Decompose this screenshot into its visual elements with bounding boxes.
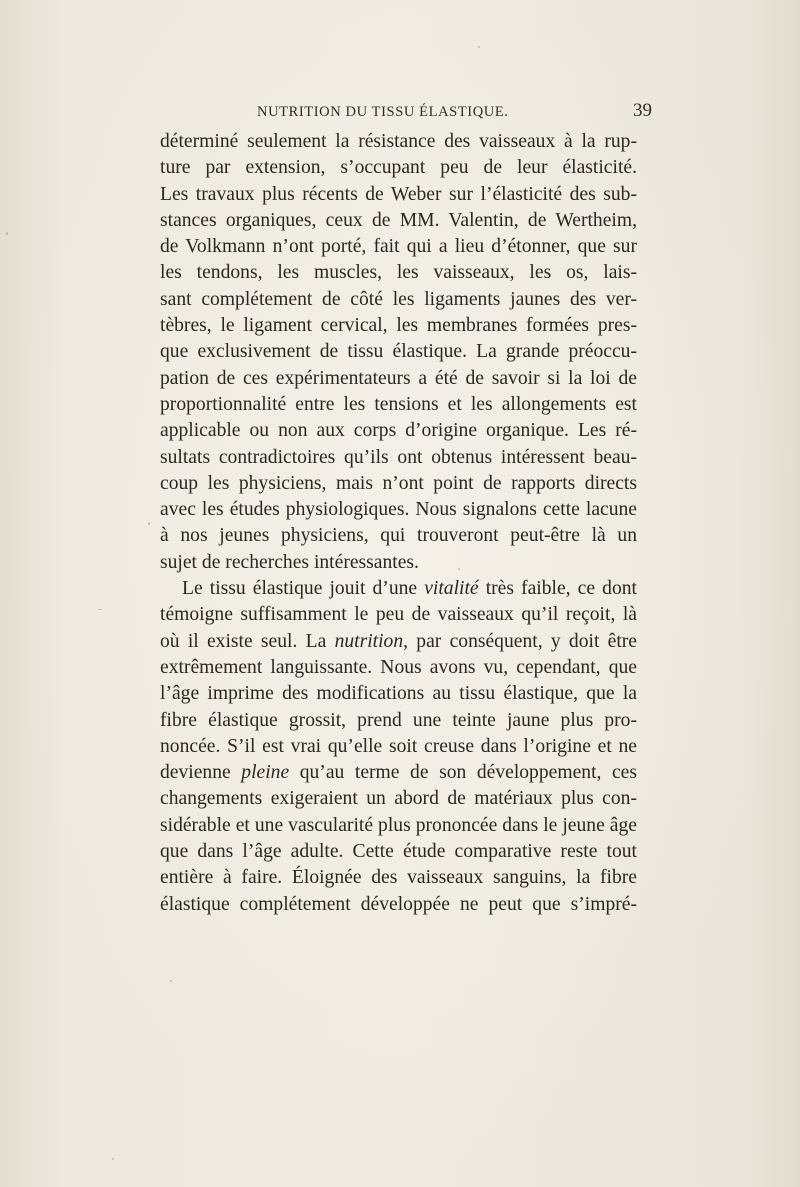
text-line: les tendons, les muscles, les vaisseaux, les os, lais- [160,262,637,284]
text-run: Le tissu élastique jouit d’une [182,578,425,600]
text-line: coup les physiciens, mais n’ont point de rapports directs [160,472,637,494]
text-run: où il existe seul. La [160,630,335,652]
paper-speck [458,568,460,570]
body-text [160,129,637,918]
text-line: sultats contradictoires qu’ils ont obtenus intéressent beau- [160,446,637,468]
text-line [160,760,637,786]
italic-term: vitalité [424,578,479,600]
text-line: fibre élastique grossit, prend une teinte jaune plus pro- [160,709,637,731]
text-run: très faible, ce dont [478,578,637,600]
paper-speck [6,232,8,235]
text-line: noncée. S’il est vrai qu’elle soit creuse dans l’origine et ne [160,735,637,757]
text-line: que dans l’âge adulte. Cette étude comparative reste tout [160,841,637,863]
text-line: proportionnalité entre les tensions et les allongements est [160,393,637,415]
text-line: sidérable et une vascularité plus prononcée dans le jeune âge [160,814,637,836]
paper-speck [170,980,172,982]
text-line: avec les études physiologiques. Nous signalons cette lacune [160,499,637,521]
paper-speck [98,609,102,610]
text-run: devienne [160,762,242,784]
text-line: sant complétement de côté les ligaments jaunes des ver- [160,288,637,310]
running-head [160,100,652,124]
text-line: Les travaux plus récents de Weber sur l’élasticité des sub- [160,183,637,205]
paragraph-1 [160,129,637,576]
text-line [160,576,637,602]
paper-speck [112,1158,114,1160]
italic-term: nutrition [334,630,404,652]
text-line: sujet de recherches intéressantes. [160,551,419,573]
paper-speck [148,522,150,525]
paper-speck [478,46,480,48]
text-line: applicable ou non aux corps d’origine organique. Les ré- [160,420,637,442]
text-line: stances organiques, ceux de MM. Valentin, de Wertheim, [160,209,637,231]
text-run: qu’au terme de son développement, ces [289,762,637,784]
italic-term: pleine [241,762,290,784]
text-line: déterminé seulement la résistance des vaisseaux à la rup- [160,131,637,152]
text-line: de Volkmann n’ont porté, fait qui a lieu d’étonner, que sur [160,236,637,258]
page-number: 39 [633,100,652,121]
text-line: extrêmement languissante. Nous avons vu, cependant, que [160,656,637,678]
text-line: changements exigeraient un abord de matériaux plus con- [160,788,637,810]
text-line: élastique complétement développée ne peut que s’impré- [160,893,637,915]
running-title: NUTRITION DU TISSU ÉLASTIQUE. [257,104,509,120]
text-line: entière à faire. Éloignée des vaisseaux sanguins, la fibre [160,867,637,889]
text-run: , par conséquent, y doit être [403,630,637,652]
text-line: témoigne suffisamment le peu de vaisseaux qu’il reçoit, là [160,604,637,626]
text-line: que exclusivement de tissu élastique. La grande préoccu- [160,341,637,363]
text-line: tèbres, le ligament cervical, les membranes formées pres- [160,315,637,337]
text-line: pation de ces expérimentateurs a été de savoir si la loi de [160,367,637,389]
text-line [160,629,637,655]
text-line: à nos jeunes physiciens, qui trouveront peut-être là un [160,525,637,547]
paragraph-2 [160,576,637,918]
text-line: ture par extension, s’occupant peu de leur élasticité. [160,157,637,179]
text-line: l’âge imprime des modifications au tissu élastique, que la [160,683,637,705]
